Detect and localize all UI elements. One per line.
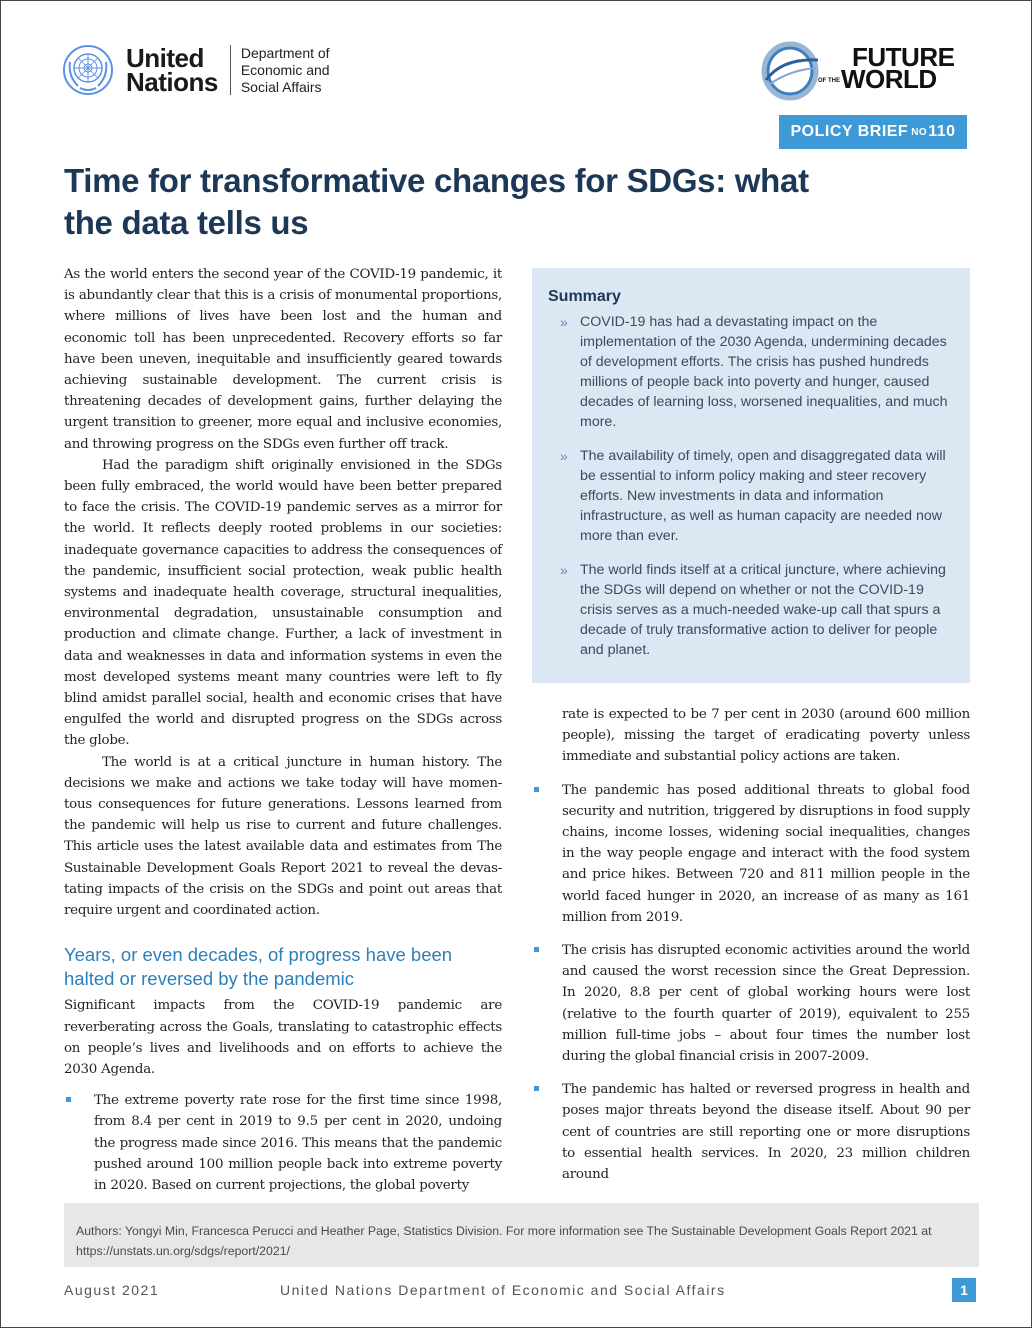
bullet-text: The pandemic has posed additional threats to global food security and nutrition, triggered by disruptions in food supply chains, income losses, widening social inequalities, changes in the way people engage and interact with the food system and price hikes. Between 720 and 811 million people in the world faced hunger in 2020, an increase of as many as 161 million from 2019. bbox=[562, 782, 970, 925]
fow-line1: FUTURE bbox=[852, 42, 955, 72]
dept-line1: Department of bbox=[240, 44, 330, 61]
summary-item-text: The world finds itself at a critical juncture, where achieving the SDGs will depend on whether or not the COVID-19 crisis serves as a much-needed wake-up call that spurs a decade of truly transformative action to deliver for people and planet. bbox=[580, 562, 946, 658]
paradigm-paragraph: Had the paradigm shift originally envisioned in the SDGs been fully embraced, the world would have been better prepared to face the crisis. The COVID-19 pandemic serves as a mirror for the world. It reflects deeply rooted problems in our societies: inadequate governance capacities to address the consequences of the pandemic, insufficient social protection, weak public health systems and inadequate health coverage, structural inequalities, environmental degradation, unsustainable consumption and production and climate change. Further, a lack of investment in data and weaknesses in data and information systems in even the most developed systems meant many countries were left to fly blind amidst parallel social, health and economic crises that have engulfed the world and disrupted progress on the SDGs across the globe. bbox=[64, 457, 502, 749]
un-emblem-icon bbox=[62, 44, 114, 96]
bullet-text: The crisis has disrupted economic activities around the world and caused the worst recession since the Great Depression. In 2020, 8.8 per cent of global working hours were lost (relative to the fourth quarter of 2019), equivalent to 255 million full-time jobs – about four times the number lost during the global financial crisis in 2007-2009. bbox=[562, 943, 970, 1065]
poverty-continuation: rate is expected to be 7 per cent in 2030 (around 600 million people), missing the target of eradicating poverty unless immediate and substantial policy actions are taken. bbox=[562, 707, 970, 765]
summary-item bbox=[548, 560, 954, 660]
un-name-line2: Nations bbox=[126, 67, 218, 97]
bullet-food-security bbox=[532, 780, 970, 928]
page-title: Time for transformative changes for SDGs: what the data tells us bbox=[64, 162, 809, 241]
brief-label: POLICY BRIEF bbox=[790, 123, 909, 140]
square-bullet-icon bbox=[534, 787, 539, 792]
logo-divider bbox=[230, 45, 231, 95]
authors-note: Authors: Yongyi Min, Francesca Perucci and Heather Page, Statistics Division. For more information see The Sustainable Development Goals Report 2021 at https://unstats.un.org/sdgs/report/2021/ bbox=[64, 1203, 979, 1267]
left-column bbox=[64, 264, 502, 1196]
summary-item bbox=[548, 312, 954, 432]
bullet-poverty bbox=[64, 1090, 502, 1196]
square-bullet-icon bbox=[534, 1086, 539, 1091]
summary-title: Summary bbox=[548, 288, 621, 305]
department-name bbox=[241, 45, 330, 96]
un-logo bbox=[62, 43, 330, 97]
chevron-right-icon: » bbox=[560, 562, 568, 578]
bullet-health bbox=[532, 1079, 970, 1185]
swirl-icon bbox=[760, 40, 822, 102]
page-number: 1 bbox=[952, 1278, 976, 1302]
bullet-economy bbox=[532, 940, 970, 1067]
dept-line2: Economic and bbox=[240, 61, 330, 78]
critical-juncture-paragraph: The world is at a critical juncture in human history. The decisions we make and actions we take today will have momen-tous consequences for future generations. Lessons learned from the pandemic will help us rise to current and future challenges. This article uses the latest available data and estimates from The Sustainable Development Goals Report 2021 to reveal the devas-tating impacts of the crisis on the SDGs and point out areas that require urgent and coordinated action. bbox=[64, 754, 502, 919]
fow-line2: WORLD bbox=[841, 64, 937, 94]
square-bullet-icon bbox=[534, 947, 539, 952]
summary-item-text: The availability of timely, open and disaggregated data will be essential to inform policy making and steer recovery efforts. New investments in data and information infrastructure, as well as human capacity are needed now more than ever. bbox=[580, 448, 946, 544]
fow-wordmark bbox=[818, 42, 955, 94]
footer-org: United Nations Department of Economic and Social Affairs bbox=[280, 1282, 726, 1298]
dept-line3: Social Affairs bbox=[240, 78, 322, 95]
impacts-paragraph: Significant impacts from the COVID-19 pandemic are reverberating across the Goals, translating to catastrophic effects on people’s lives and livelihoods and on efforts to achieve the 2030 Agenda. bbox=[64, 998, 502, 1077]
chevron-right-icon: » bbox=[560, 448, 568, 464]
fow-small: OF THE bbox=[818, 78, 840, 85]
summary-item bbox=[548, 446, 954, 546]
bullet-text: The pandemic has halted or reversed progress in health and poses major threats beyond the disease itself. About 90 per cent of countries are still reporting one or more disruptions to essential health services. In 2020, 23 million children around bbox=[562, 1082, 970, 1183]
un-name-line1: United bbox=[126, 43, 204, 73]
summary-item-text: COVID-19 has had a devastating impact on the implementation of the 2030 Agenda, undermining decades of development efforts. The crisis has pushed hundreds millions of people back into poverty and hunger, caused decades of learning loss, worsened inequalities, and much more. bbox=[580, 314, 948, 430]
right-column bbox=[532, 704, 970, 1185]
square-bullet-icon bbox=[66, 1097, 71, 1102]
bullet-text: The extreme poverty rate rose for the first time since 1998, from 8.4 per cent in 2019 to 9.5 per cent in 2020, undoing the progress made since 2016. This means that the pandemic pushed around 100 million people back into extreme poverty in 2020. Based on current projections, the global poverty bbox=[94, 1093, 502, 1193]
un-name bbox=[126, 43, 218, 97]
intro-paragraph: As the world enters the second year of the COVID-19 pandemic, it is abundantly clear that this is a crisis of monumental proportions, where millions of lives have been lost and the human and economic toll has been unprecedented. Recovery efforts so far have been uneven, inequitable and insufficiently geared towards achieving sustainable development. The current crisis is threatening decades of development gains, further delaying the urgent transition to greener, more equal and inclusive economies, and throwing progress on the SDGs even further off track. bbox=[64, 267, 502, 452]
brief-no: NO bbox=[911, 126, 928, 138]
policy-brief-badge bbox=[779, 115, 967, 149]
footer-date: August 2021 bbox=[64, 1282, 160, 1298]
summary-box bbox=[532, 268, 970, 683]
future-of-the-world-logo bbox=[760, 40, 972, 102]
brief-number: 110 bbox=[928, 123, 956, 140]
section-heading: Years, or even decades, of progress have been halted or reversed by the pandemic bbox=[64, 944, 453, 990]
chevron-right-icon: » bbox=[560, 314, 568, 330]
